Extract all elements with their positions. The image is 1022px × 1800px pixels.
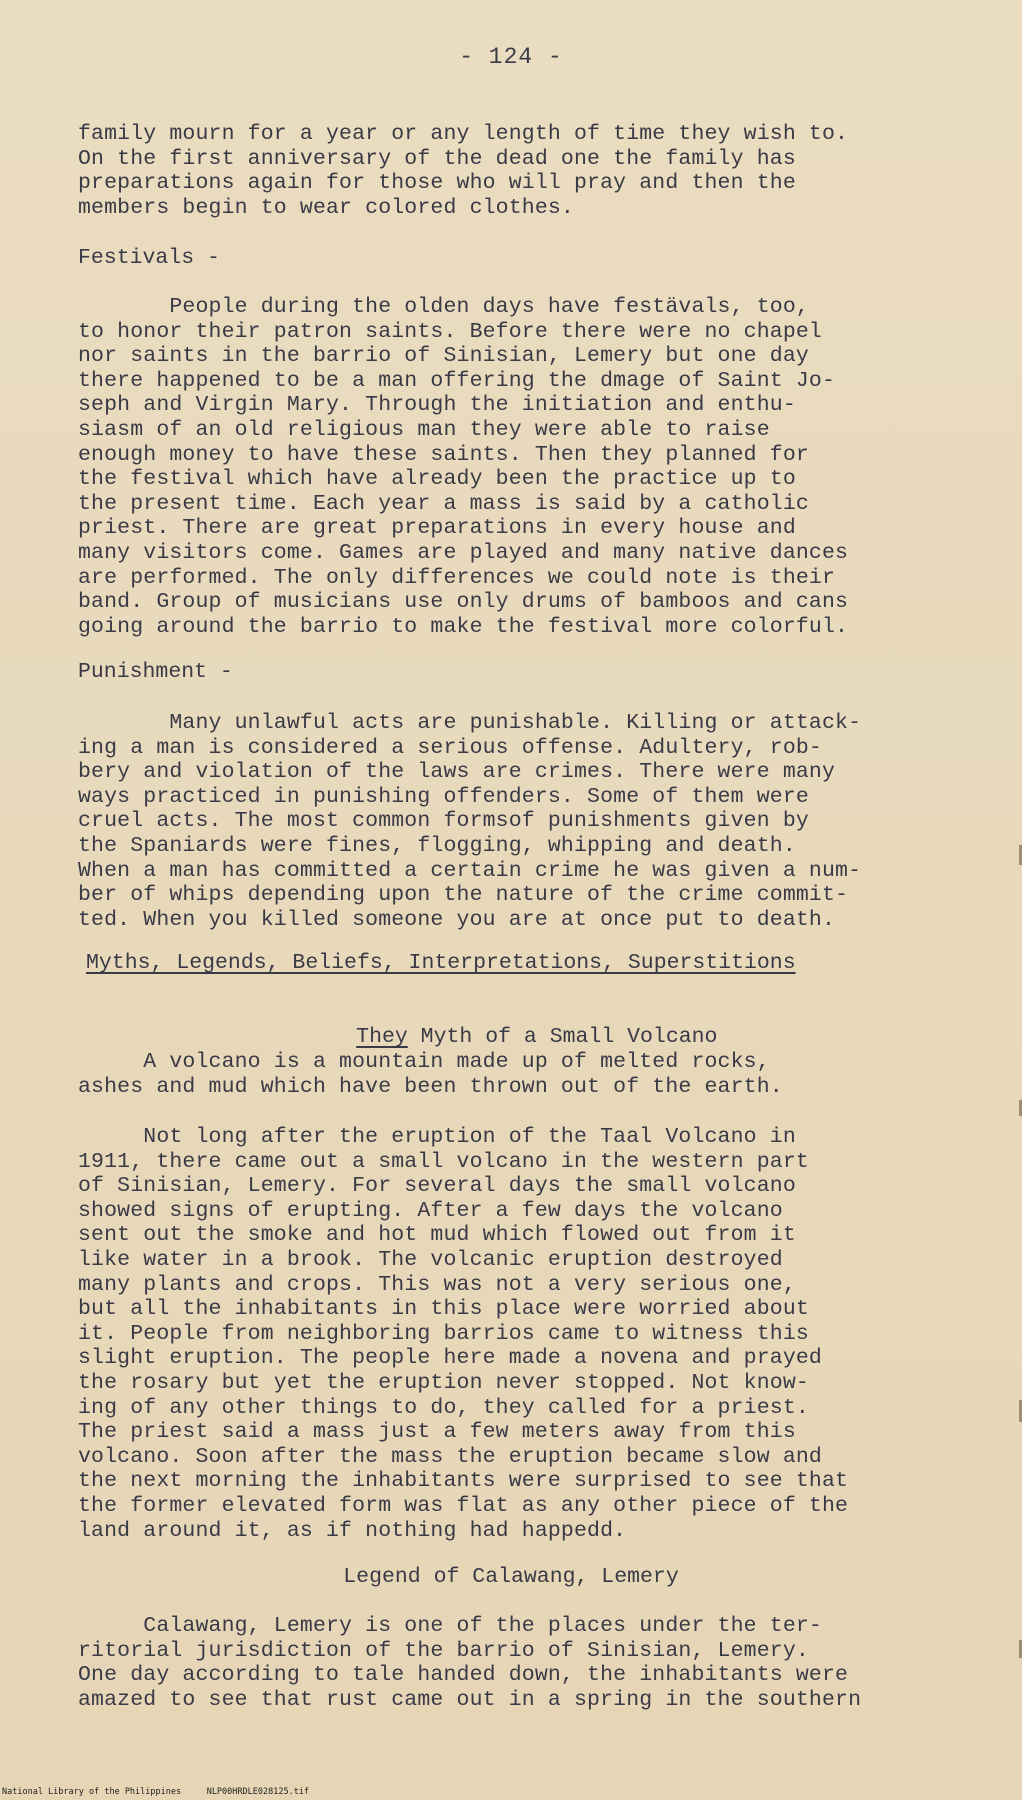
calawang-legend-title: Legend of Calawang, Lemery	[343, 1565, 679, 1589]
small-volcano-title-struck-word: They	[356, 1025, 408, 1049]
page-number: - 124 -	[459, 44, 563, 70]
festivals-heading: Festivals -	[78, 246, 220, 270]
myths-section-heading: Myths, Legends, Beliefs, Interpretations, Superstitions	[86, 951, 796, 975]
festivals-paragraph: People during the olden days have festävals, too, to honor their patron saints. Before there were no chapel nor saints in the barrio of Sinisian, Lemery but one day there happened to be a man offering the dmage of Saint Jo- seph and Virgin Mary. Through the initiation and enthu- siasm of an old religious man they were able to raise enough money to have these saints. Then they planned for the festival which have already been the practice up to the present time. Each year a mass is said by a catholic priest. There are great preparations in every house and many visitors come. Games are played and many native dances are performed. The only differences we could note is their band. Group of musicians use only drums of bamboos and cans going around the barrio to make the festival more colorful.	[78, 295, 849, 639]
small-volcano-paragraph-2: Not long after the eruption of the Taal Volcano in 1911, there came out a small volcano in the western part of Sinisian, Lemery. For several days the small volcano showed signs of erupting. After a few days the volcano sent out the smoke and hot mud which flowed out from it like water in a brook. The volcanic eruption destroyed many plants and crops. This was not a very serious one, but all the inhabitants in this place were worried about it. People from neighboring barrios came to witness this slight eruption. The people here made a novena and prayed the rosary but yet the eruption never stopped. Not know- ing of any other things to do, they called for a priest. The priest said a mass just a few meters away from this volcano. Soon after the mass the eruption became slow and the next morning the inhabitants were surprised to see that the former elevated form was flat as any other piece of the land around it, as if nothing had happedd.	[78, 1125, 849, 1543]
calawang-legend-paragraph: Calawang, Lemery is one of the places under the ter- ritorial jurisdiction of the barrio of Sinisian, Lemery. One day according to tale handed down, the inhabitants were amazed to see that rust came out in a spring in the southern	[78, 1614, 862, 1712]
small-volcano-title-text: Myth of a Small Volcano	[407, 1025, 718, 1049]
punishment-heading: Punishment -	[78, 660, 233, 684]
small-volcano-paragraph-1: A volcano is a mountain made up of melted rocks, ashes and mud which have been thrown out of the earth.	[78, 1050, 783, 1099]
intro-paragraph: family mourn for a year or any length of time they wish to. On the first anniversary of the dead one the family has preparations again for those who will pray and then the members begin to wear colored clothes.	[78, 122, 849, 220]
scan-footer-caption: National Library of the Philippines NLP00HRDLE028125.tif	[2, 1787, 310, 1797]
punishment-paragraph: Many unlawful acts are punishable. Killing or attack- ing a man is considered a serious offense. Adultery, rob- bery and violation of the laws are crimes. There were many ways practiced in punishing offenders. Some of them were cruel acts. The most common formsof punishments given by the Spaniards were fines, flogging, whipping and death. When a man has committed a certain crime he was given a num- ber of whips depending upon the nature of the crime commit- ted. When you killed someone you are at once put to death.	[78, 711, 862, 932]
